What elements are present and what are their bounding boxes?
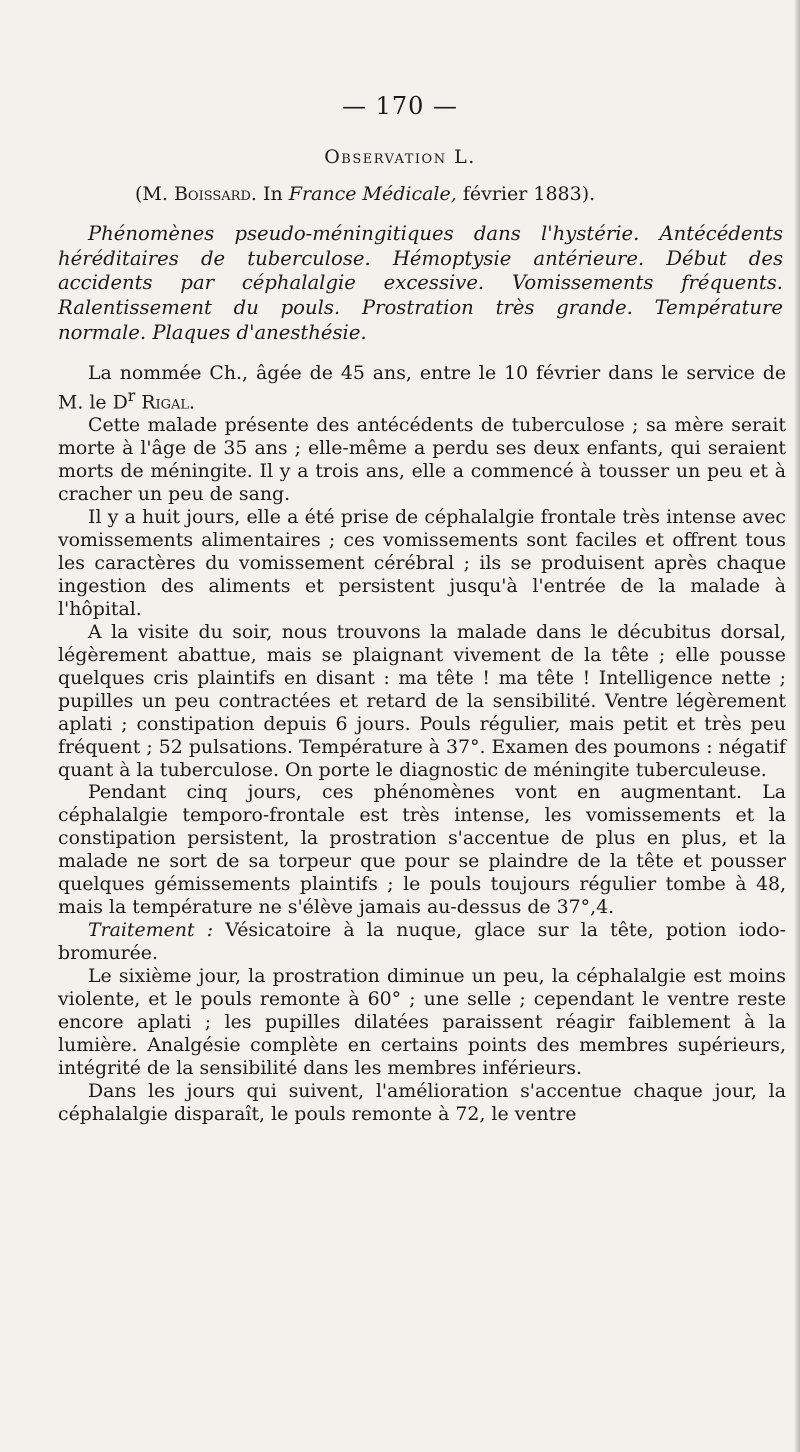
source-date: février 1883). <box>456 183 596 205</box>
paragraph-onset: Il y a huit jours, elle a été prise de céphalalgie frontale très intense avec vomissements alimentaires ; ces vomissements sont faciles et offrent tous les caractères du vomissement cérébral ; ils se produisent après chaque ingestion des aliments et persistent jusqu'à l'entrée de la malade à l'hôpital. <box>58 506 786 620</box>
observation-heading: Observation L. <box>324 146 476 168</box>
source-citation <box>135 183 595 205</box>
paragraph-treatment <box>58 919 786 965</box>
treatment-label: Traitement : <box>88 919 214 942</box>
doctor-abbrev-sup: r <box>127 385 136 405</box>
paragraph-antecedents: Cette malade présente des antécédents de tuberculose ; sa mère serait morte à l'âge de 35 ans ; elle-même a perdu ses deux enfants, qui seraient morts de méningite. Il y a trois ans, elle a commencé à tousser un peu et à cracher un peu de sang. <box>58 414 786 506</box>
case-body <box>58 362 786 1126</box>
page-edge-shadow <box>794 0 800 1452</box>
doctor-name: Rigal <box>135 391 190 414</box>
admission-text: La nommée Ch., âgée de 45 ans, entre le 10 février dans le service de M. le D <box>58 362 786 414</box>
paragraph-admission <box>58 362 786 414</box>
paragraph-evening-visit: A la visite du soir, nous trouvons la malade dans le décubitus dorsal, légèrement abattue, mais se plaignant vivement de la tête ; elle pousse quelques cris plaintifs en disant : ma tête ! ma tête ! Intelligence nette ; pupilles un peu contractées et retard de la sensibilité. Ventre légèrement aplati ; constipation depuis 6 jours. Pouls régulier, mais petit et très peu fréquent ; 52 pulsations. Température à 37°. Examen des poumons : négatif quant à la tuberculose. On porte le diagnostic de méningite tuberculeuse. <box>58 620 786 781</box>
source-author: Boissard <box>173 183 251 205</box>
page-number: — 170 — <box>341 92 459 120</box>
paragraph-progression: Pendant cinq jours, ces phénomènes vont en augmentant. La céphalalgie temporo-frontale est très intense, les vomissements et la constipation persistent, la prostration s'accentue de plus en plus, et la malade ne sort de sa torpeur que pour se plaindre de la tête et pousser quelques gémissements plaintifs ; le pouls toujours régulier tombe à 48, mais la température ne s'élève jamais au-dessus de 37°,4. <box>58 781 786 919</box>
paragraph-following-days: Dans les jours qui suivent, l'amélioration s'accentue chaque jour, la céphalalgie disparaît, le pouls remonte à 72, le ventre <box>58 1079 786 1125</box>
source-open: (M. <box>135 183 174 205</box>
case-summary: Phénomènes pseudo-méningitiques dans l'hystérie. Antécédents héréditaires de tuberculose. Hémoptysie antérieure. Début des accidents par céphalalgie excessive. Vomissements fréquents. Ralentissement du pouls. Prostration très grande. Température normale. Plaques d'anesthésie. <box>58 222 783 344</box>
source-journal: France Médicale, <box>288 183 457 205</box>
paragraph-sixth-day: Le sixième jour, la prostration diminue un peu, la céphalalgie est moins violente, et le pouls remonte à 60° ; une selle ; cependant le ventre reste encore aplati ; les pupilles dilatées paraissent réagir faiblement à la lumière. Analgésie complète en certains points des membres supérieurs, intégrité de la sensibilité dans les membres inférieurs. <box>58 965 786 1079</box>
source-mid: . In <box>250 183 289 205</box>
treatment-text: Vésicatoire à la nuque, glace sur la tête, potion iodo-bromurée. <box>58 919 786 965</box>
admission-end: . <box>189 391 196 414</box>
